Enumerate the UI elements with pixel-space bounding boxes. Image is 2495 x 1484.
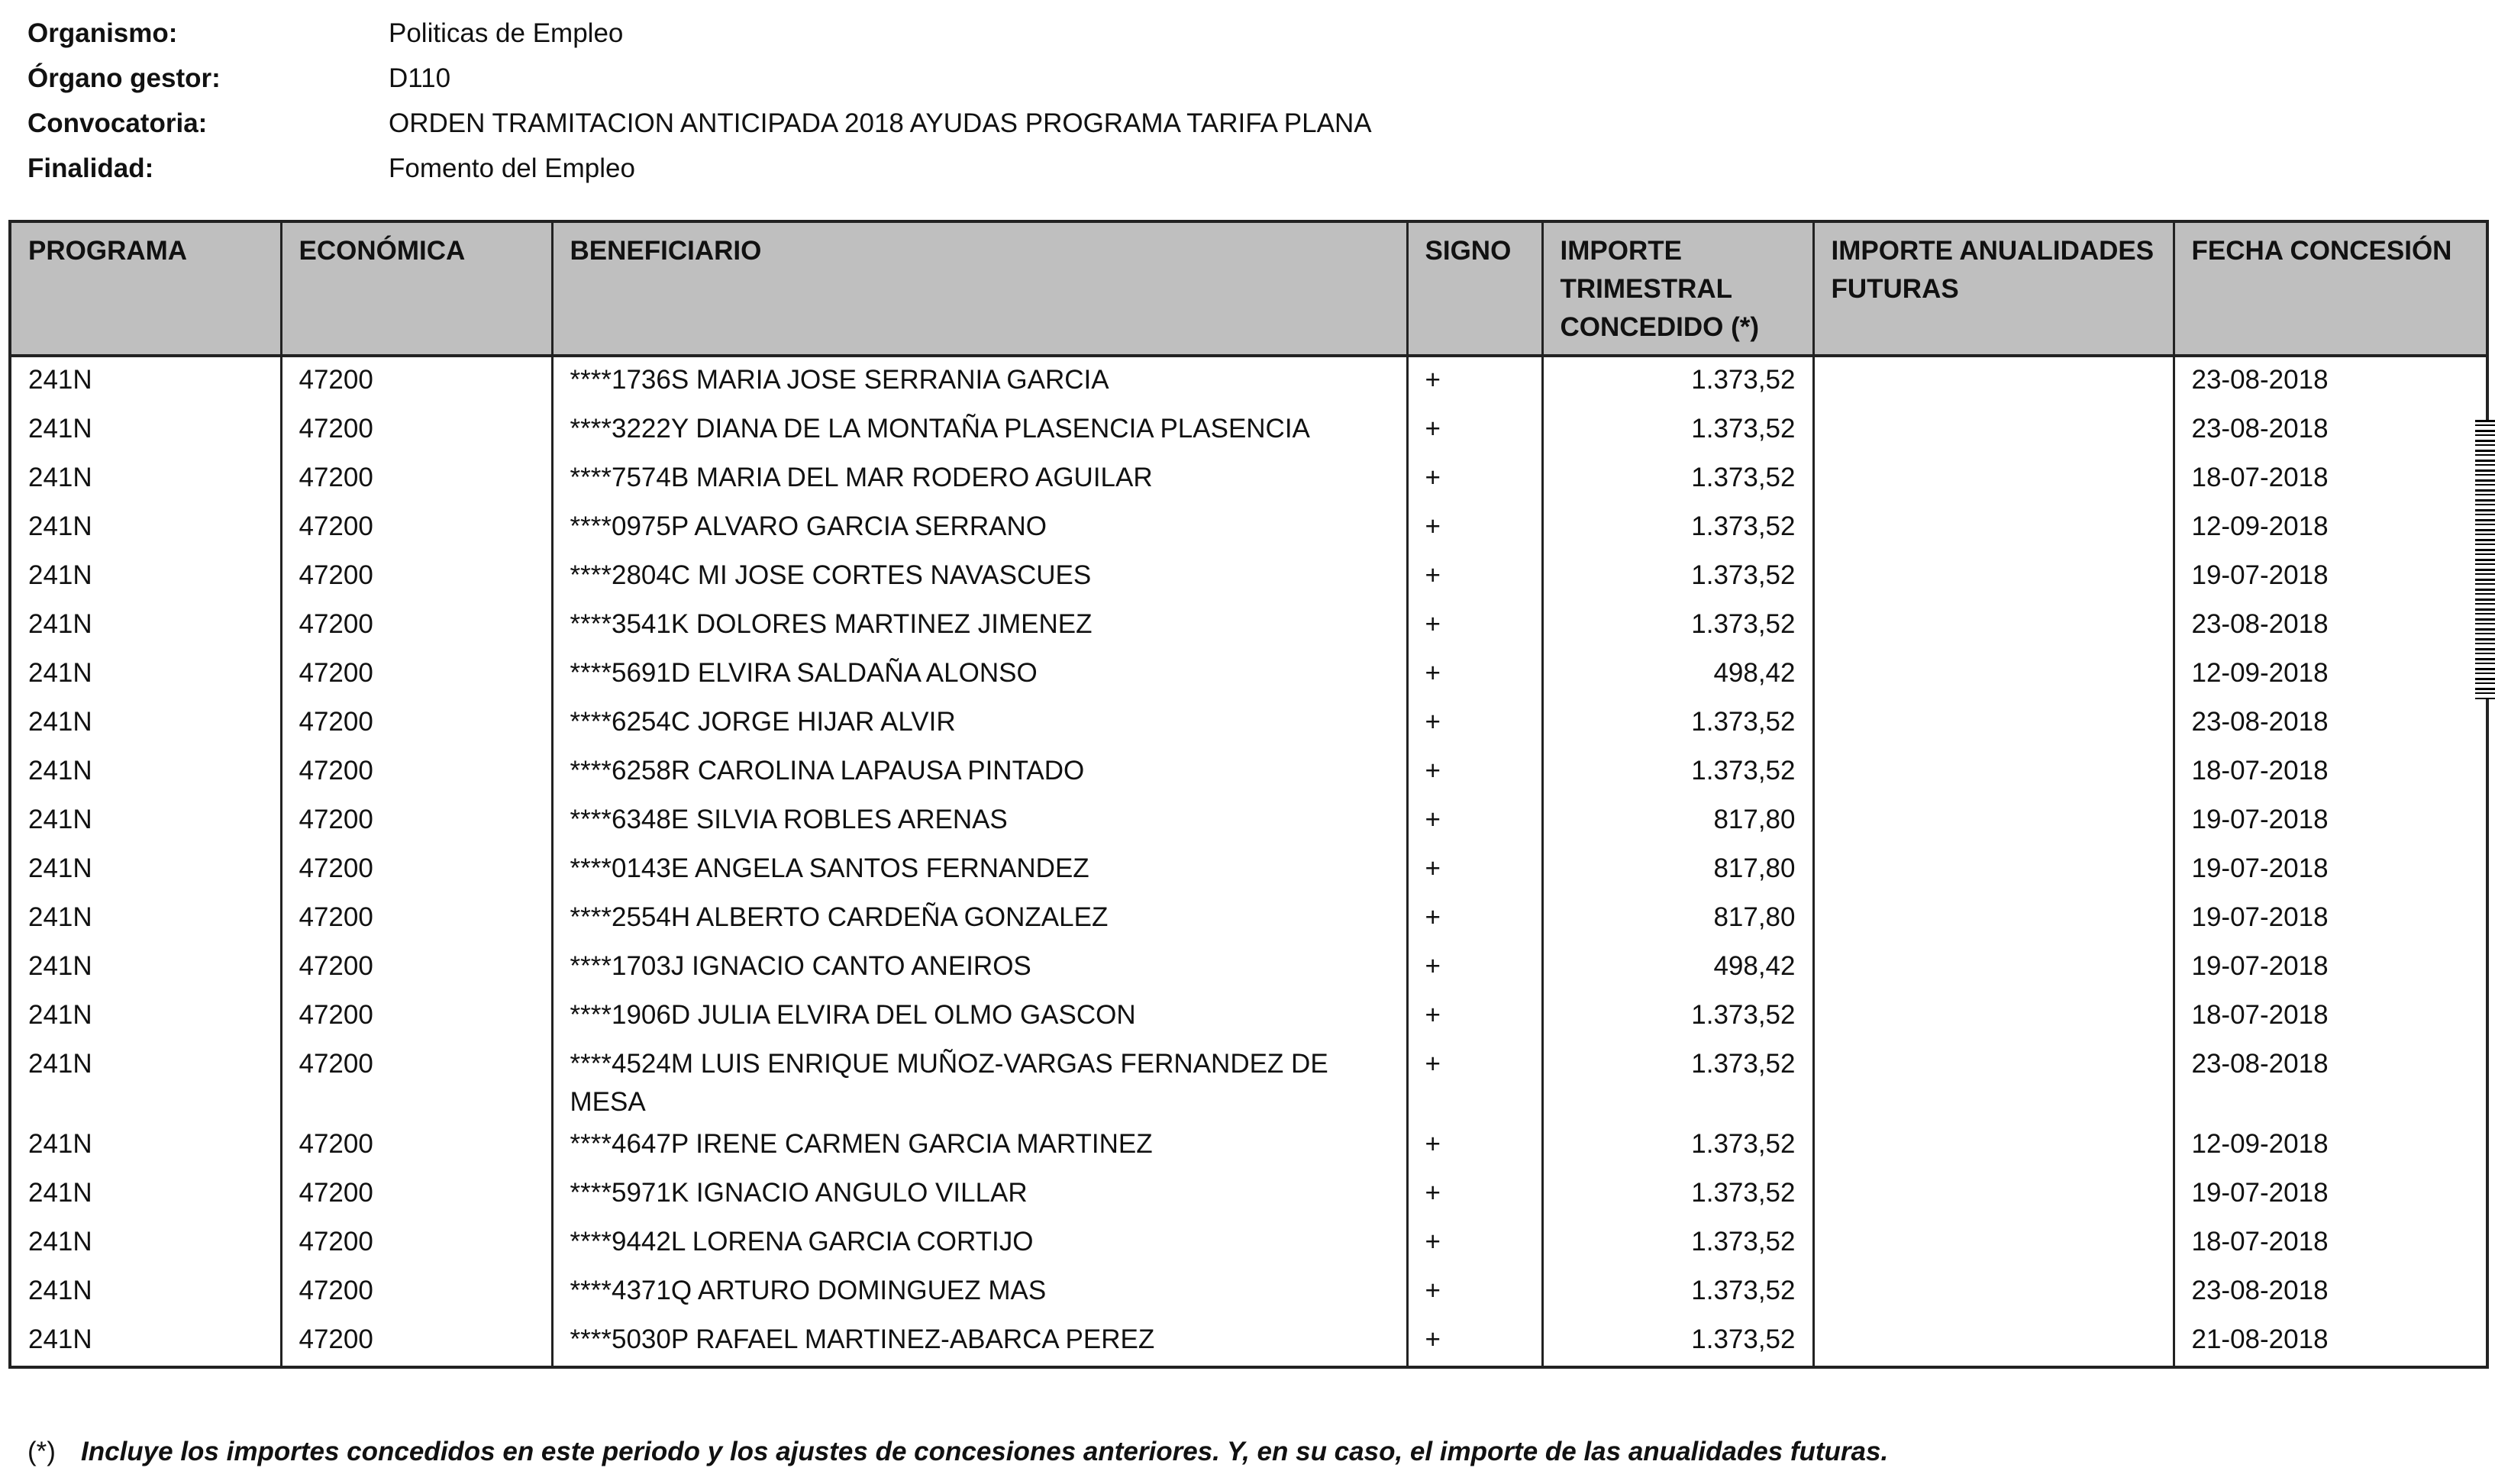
- filler-cell: [1542, 1366, 1813, 1367]
- cell-economica: 47200: [281, 1170, 552, 1219]
- cell-anualidades: [1813, 1041, 2174, 1121]
- cell-signo: +: [1407, 1317, 1542, 1366]
- cell-fecha: 23-08-2018: [2174, 1268, 2487, 1317]
- cell-economica: 47200: [281, 504, 552, 553]
- cell-fecha: 23-08-2018: [2174, 1041, 2487, 1121]
- cell-importe: 1.373,52: [1542, 1041, 1813, 1121]
- cell-beneficiario: ****4647P IRENE CARMEN GARCIA MARTINEZ: [552, 1121, 1407, 1170]
- cell-fecha: 19-07-2018: [2174, 895, 2487, 944]
- cell-anualidades: [1813, 356, 2174, 406]
- cell-anualidades: [1813, 1121, 2174, 1170]
- cell-economica: 47200: [281, 602, 552, 650]
- cell-programa: 241N: [10, 602, 281, 650]
- cell-beneficiario: ****5691D ELVIRA SALDAÑA ALONSO: [552, 650, 1407, 699]
- cell-beneficiario: ****1906D JULIA ELVIRA DEL OLMO GASCON: [552, 992, 1407, 1041]
- cell-fecha: 19-07-2018: [2174, 944, 2487, 992]
- cell-economica: 47200: [281, 1317, 552, 1366]
- cell-anualidades: [1813, 1268, 2174, 1317]
- header-importe-anualidades: IMPORTE ANUALIDADES FUTURAS: [1813, 221, 2174, 356]
- cell-fecha: 18-07-2018: [2174, 748, 2487, 797]
- cell-importe: 498,42: [1542, 944, 1813, 992]
- table-row: [10, 504, 2487, 553]
- cell-programa: 241N: [10, 846, 281, 895]
- cell-signo: +: [1407, 553, 1542, 602]
- header-economica: ECONÓMICA: [281, 221, 552, 356]
- cell-signo: +: [1407, 846, 1542, 895]
- cell-importe: 817,80: [1542, 797, 1813, 846]
- meta-convocatoria: [27, 101, 1372, 146]
- table-row: [10, 797, 2487, 846]
- cell-signo: +: [1407, 1219, 1542, 1268]
- table-body: [10, 356, 2487, 1367]
- meta-label: Organismo:: [27, 18, 178, 48]
- cell-anualidades: [1813, 406, 2174, 455]
- table-row: [10, 1170, 2487, 1219]
- table-row: [10, 992, 2487, 1041]
- cell-programa: 241N: [10, 992, 281, 1041]
- cell-anualidades: [1813, 1317, 2174, 1366]
- cell-beneficiario: ****2804C MI JOSE CORTES NAVASCUES: [552, 553, 1407, 602]
- cell-anualidades: [1813, 846, 2174, 895]
- header-programa: PROGRAMA: [10, 221, 281, 356]
- cell-programa: 241N: [10, 1121, 281, 1170]
- cell-anualidades: [1813, 1170, 2174, 1219]
- cell-beneficiario: ****6348E SILVIA ROBLES ARENAS: [552, 797, 1407, 846]
- table-row: [10, 553, 2487, 602]
- meta-organo: [27, 56, 1372, 101]
- cell-programa: 241N: [10, 455, 281, 504]
- meta-value: D110: [389, 63, 451, 93]
- cell-fecha: 23-08-2018: [2174, 699, 2487, 748]
- table-row: [10, 748, 2487, 797]
- header-beneficiario: BENEFICIARIO: [552, 221, 1407, 356]
- header-importe-trimestral: IMPORTE TRIMESTRAL CONCEDIDO (*): [1542, 221, 1813, 356]
- cell-beneficiario: ****0143E ANGELA SANTOS FERNANDEZ: [552, 846, 1407, 895]
- cell-anualidades: [1813, 748, 2174, 797]
- table-row: [10, 895, 2487, 944]
- cell-programa: 241N: [10, 748, 281, 797]
- cell-fecha: 18-07-2018: [2174, 992, 2487, 1041]
- cell-importe: 1.373,52: [1542, 553, 1813, 602]
- table-row: [10, 846, 2487, 895]
- cell-economica: 47200: [281, 699, 552, 748]
- filler-cell: [1813, 1366, 2174, 1367]
- cell-signo: +: [1407, 992, 1542, 1041]
- header-signo: SIGNO: [1407, 221, 1542, 356]
- barcode-mark: [2475, 420, 2495, 699]
- cell-beneficiario: ****4524M LUIS ENRIQUE MUÑOZ-VARGAS FERNANDEZ DE MESA: [552, 1041, 1407, 1121]
- table-row: [10, 944, 2487, 992]
- cell-beneficiario: ****2554H ALBERTO CARDEÑA GONZALEZ: [552, 895, 1407, 944]
- cell-signo: +: [1407, 406, 1542, 455]
- cell-economica: 47200: [281, 650, 552, 699]
- table-row: [10, 1041, 2487, 1121]
- cell-economica: 47200: [281, 992, 552, 1041]
- table-row: [10, 406, 2487, 455]
- meta-organismo: [27, 11, 1372, 56]
- cell-beneficiario: ****1736S MARIA JOSE SERRANIA GARCIA: [552, 356, 1407, 406]
- cell-signo: +: [1407, 356, 1542, 406]
- table-row: [10, 455, 2487, 504]
- cell-beneficiario: ****5030P RAFAEL MARTINEZ-ABARCA PEREZ: [552, 1317, 1407, 1366]
- cell-signo: +: [1407, 748, 1542, 797]
- table-row: [10, 650, 2487, 699]
- cell-fecha: 12-09-2018: [2174, 1121, 2487, 1170]
- cell-economica: 47200: [281, 1219, 552, 1268]
- cell-anualidades: [1813, 992, 2174, 1041]
- cell-signo: +: [1407, 895, 1542, 944]
- cell-importe: 817,80: [1542, 895, 1813, 944]
- cell-programa: 241N: [10, 553, 281, 602]
- meta-label: Órgano gestor:: [27, 63, 221, 93]
- cell-anualidades: [1813, 1219, 2174, 1268]
- cell-programa: 241N: [10, 1268, 281, 1317]
- cell-signo: +: [1407, 944, 1542, 992]
- cell-signo: +: [1407, 602, 1542, 650]
- meta-label: Finalidad:: [27, 153, 154, 183]
- cell-anualidades: [1813, 650, 2174, 699]
- cell-anualidades: [1813, 797, 2174, 846]
- cell-economica: 47200: [281, 1041, 552, 1121]
- table-row: [10, 1121, 2487, 1170]
- cell-fecha: 23-08-2018: [2174, 406, 2487, 455]
- cell-anualidades: [1813, 602, 2174, 650]
- cell-fecha: 21-08-2018: [2174, 1317, 2487, 1366]
- meta-value: Politicas de Empleo: [389, 18, 624, 48]
- cell-beneficiario: ****5971K IGNACIO ANGULO VILLAR: [552, 1170, 1407, 1219]
- cell-importe: 1.373,52: [1542, 455, 1813, 504]
- cell-importe: 1.373,52: [1542, 406, 1813, 455]
- table-row: [10, 602, 2487, 650]
- cell-importe: 1.373,52: [1542, 1317, 1813, 1366]
- cell-signo: +: [1407, 1268, 1542, 1317]
- cell-fecha: 18-07-2018: [2174, 1219, 2487, 1268]
- footnote-mark: (*): [27, 1437, 56, 1466]
- cell-importe: 1.373,52: [1542, 992, 1813, 1041]
- cell-economica: 47200: [281, 846, 552, 895]
- cell-programa: 241N: [10, 699, 281, 748]
- cell-beneficiario: ****7574B MARIA DEL MAR RODERO AGUILAR: [552, 455, 1407, 504]
- meta-label: Convocatoria:: [27, 108, 208, 138]
- cell-programa: 241N: [10, 406, 281, 455]
- meta-value: ORDEN TRAMITACION ANTICIPADA 2018 AYUDAS PROGRAMA TARIFA PLANA: [389, 108, 1372, 138]
- filler-cell: [281, 1366, 552, 1367]
- cell-economica: 47200: [281, 455, 552, 504]
- cell-beneficiario: ****3222Y DIANA DE LA MONTAÑA PLASENCIA PLASENCIA: [552, 406, 1407, 455]
- cell-beneficiario: ****4371Q ARTURO DOMINGUEZ MAS: [552, 1268, 1407, 1317]
- cell-importe: 1.373,52: [1542, 699, 1813, 748]
- cell-signo: +: [1407, 699, 1542, 748]
- cell-fecha: 18-07-2018: [2174, 455, 2487, 504]
- cell-programa: 241N: [10, 1317, 281, 1366]
- cell-signo: +: [1407, 455, 1542, 504]
- cell-economica: 47200: [281, 356, 552, 406]
- cell-fecha: 12-09-2018: [2174, 504, 2487, 553]
- cell-importe: 1.373,52: [1542, 1121, 1813, 1170]
- cell-importe: 1.373,52: [1542, 748, 1813, 797]
- cell-economica: 47200: [281, 944, 552, 992]
- cell-signo: +: [1407, 1041, 1542, 1121]
- cell-signo: +: [1407, 1170, 1542, 1219]
- footnote-text: Incluye los importes concedidos en este periodo y los ajustes de concesiones anteriores. Y, en su caso, el importe de las anualidades futuras.: [81, 1437, 1889, 1466]
- cell-fecha: 19-07-2018: [2174, 846, 2487, 895]
- metadata-block: [27, 11, 1372, 191]
- cell-beneficiario: ****3541K DOLORES MARTINEZ JIMENEZ: [552, 602, 1407, 650]
- cell-programa: 241N: [10, 895, 281, 944]
- cell-anualidades: [1813, 895, 2174, 944]
- cell-fecha: 23-08-2018: [2174, 356, 2487, 406]
- cell-economica: 47200: [281, 748, 552, 797]
- table-row: [10, 1268, 2487, 1317]
- filler-cell: [10, 1366, 281, 1367]
- cell-beneficiario: ****1703J IGNACIO CANTO ANEIROS: [552, 944, 1407, 992]
- table-header-row: [10, 221, 2487, 356]
- cell-importe: 1.373,52: [1542, 356, 1813, 406]
- cell-importe: 1.373,52: [1542, 1219, 1813, 1268]
- table-row: [10, 1317, 2487, 1366]
- cell-programa: 241N: [10, 797, 281, 846]
- cell-programa: 241N: [10, 944, 281, 992]
- cell-signo: +: [1407, 797, 1542, 846]
- cell-fecha: 19-07-2018: [2174, 1170, 2487, 1219]
- cell-importe: 498,42: [1542, 650, 1813, 699]
- table-row: [10, 1219, 2487, 1268]
- filler-cell: [2174, 1366, 2487, 1367]
- cell-programa: 241N: [10, 1219, 281, 1268]
- cell-anualidades: [1813, 455, 2174, 504]
- cell-importe: 1.373,52: [1542, 504, 1813, 553]
- cell-economica: 47200: [281, 1268, 552, 1317]
- cell-anualidades: [1813, 699, 2174, 748]
- filler-cell: [1407, 1366, 1542, 1367]
- cell-fecha: 23-08-2018: [2174, 602, 2487, 650]
- meta-finalidad: [27, 146, 1372, 191]
- cell-programa: 241N: [10, 1041, 281, 1121]
- cell-economica: 47200: [281, 1121, 552, 1170]
- cell-programa: 241N: [10, 356, 281, 406]
- cell-importe: 1.373,52: [1542, 602, 1813, 650]
- cell-economica: 47200: [281, 406, 552, 455]
- cell-economica: 47200: [281, 553, 552, 602]
- cell-programa: 241N: [10, 504, 281, 553]
- cell-importe: 817,80: [1542, 846, 1813, 895]
- cell-beneficiario: ****0975P ALVARO GARCIA SERRANO: [552, 504, 1407, 553]
- cell-anualidades: [1813, 504, 2174, 553]
- cell-anualidades: [1813, 553, 2174, 602]
- cell-beneficiario: ****6254C JORGE HIJAR ALVIR: [552, 699, 1407, 748]
- filler-cell: [552, 1366, 1407, 1367]
- meta-value: Fomento del Empleo: [389, 153, 635, 183]
- cell-programa: 241N: [10, 650, 281, 699]
- cell-signo: +: [1407, 650, 1542, 699]
- cell-fecha: 19-07-2018: [2174, 797, 2487, 846]
- cell-signo: +: [1407, 1121, 1542, 1170]
- table-row: [10, 356, 2487, 406]
- table-filler-row: [10, 1366, 2487, 1367]
- cell-importe: 1.373,52: [1542, 1170, 1813, 1219]
- beneficiaries-table: [8, 220, 2489, 1369]
- cell-economica: 47200: [281, 895, 552, 944]
- cell-signo: +: [1407, 504, 1542, 553]
- footnote: [27, 1437, 1888, 1467]
- cell-programa: 241N: [10, 1170, 281, 1219]
- table-row: [10, 699, 2487, 748]
- cell-beneficiario: ****9442L LORENA GARCIA CORTIJO: [552, 1219, 1407, 1268]
- cell-anualidades: [1813, 944, 2174, 992]
- cell-fecha: 19-07-2018: [2174, 553, 2487, 602]
- cell-economica: 47200: [281, 797, 552, 846]
- cell-importe: 1.373,52: [1542, 1268, 1813, 1317]
- header-fecha-concesion: FECHA CONCESIÓN: [2174, 221, 2487, 356]
- cell-fecha: 12-09-2018: [2174, 650, 2487, 699]
- cell-beneficiario: ****6258R CAROLINA LAPAUSA PINTADO: [552, 748, 1407, 797]
